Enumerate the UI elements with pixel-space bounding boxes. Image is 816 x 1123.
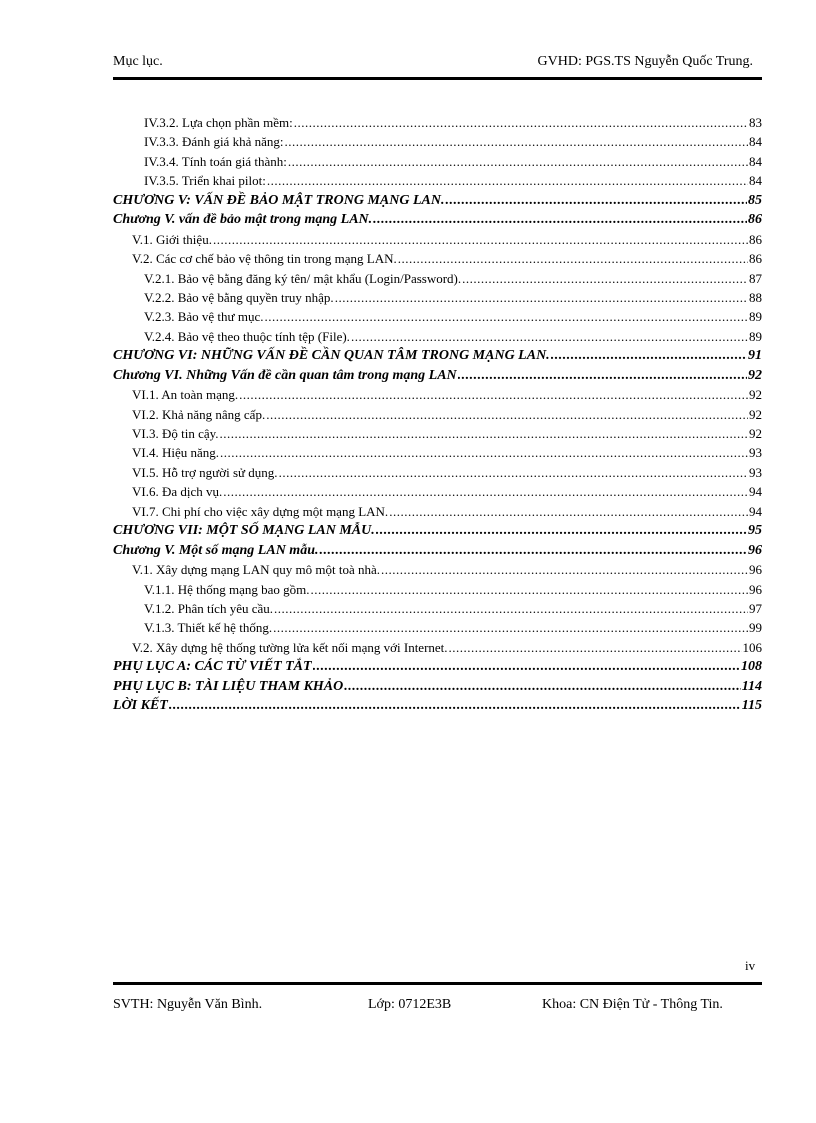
toc-entry-title: VI.1. An toàn mạng. [132, 387, 239, 403]
toc-dot-leader [288, 152, 748, 171]
toc-entry[interactable] [113, 327, 762, 346]
toc-entry[interactable] [113, 210, 762, 229]
toc-dot-leader [462, 269, 748, 288]
toc-dot-leader [551, 346, 747, 365]
toc-dot-leader [313, 657, 740, 676]
toc-entry-title: V.1.1. Hệ thống mạng bao gồm. [144, 581, 310, 597]
toc-entry-title: VI.7. Chi phí cho việc xây dựng một mạng LAN. [132, 503, 389, 519]
page-header [113, 53, 753, 71]
toc-entry-title: VI.5. Hỗ trợ người sử dụng. [132, 464, 278, 480]
toc-entry[interactable] [113, 599, 762, 618]
toc-entry-title: V.2. Xây dựng hệ thống tường lửa kết nối mạng với Internet. [132, 639, 448, 655]
toc-entry-title: V.2. Các cơ chế bảo vệ thông tin trong mạng LAN. [132, 251, 397, 267]
toc-entry[interactable] [113, 580, 762, 599]
toc-dot-leader [335, 288, 748, 307]
toc-dot-leader [449, 638, 742, 657]
toc-dot-leader [373, 210, 747, 229]
toc-entry-title: Chương V. Một số mạng LAN mẫu. [113, 542, 319, 558]
toc-entry-title: V.2.1. Bảo vệ bằng đăng ký tên/ mật khẩu (Login/Password). [144, 270, 462, 286]
toc-entry-page: 84 [749, 173, 762, 189]
toc-entry-title: IV.3.5. Triển khai pilot: [144, 173, 266, 189]
toc-entry[interactable] [113, 230, 762, 249]
toc-dot-leader [398, 249, 748, 268]
toc-entry[interactable] [113, 521, 762, 540]
toc-dot-leader [220, 443, 748, 462]
toc-dot-leader [294, 113, 748, 132]
toc-entry[interactable] [113, 618, 762, 637]
footer-class: Lớp: 0712E3B [368, 997, 452, 1012]
toc-entry-title: V.2.4. Bảo vệ theo thuộc tính tệp (File). [144, 328, 350, 344]
toc-entry-title: VI.2. Khả năng nâng cấp. [132, 406, 266, 422]
toc-dot-leader [376, 521, 747, 540]
toc-entry-page: 93 [749, 464, 762, 480]
toc-entry-page: 86 [749, 251, 762, 267]
toc-dot-leader [445, 191, 747, 210]
toc-entry-title: Chương VI. Những Vấn đề cần quan tâm trong mạng LAN [113, 367, 457, 383]
toc-entry-page: 89 [749, 309, 762, 325]
toc-entry-page: 115 [741, 698, 762, 714]
toc-entry[interactable] [113, 307, 762, 326]
toc-entry-title: Chương V. vấn đề bảo mật trong mạng LAN. [113, 212, 373, 228]
toc-entry[interactable] [113, 366, 762, 385]
toc-dot-leader [389, 502, 748, 521]
toc-dot-leader [220, 424, 748, 443]
toc-entry[interactable] [113, 677, 762, 696]
toc-dot-leader [311, 580, 749, 599]
toc-entry-title: V.1. Giới thiệu. [132, 231, 212, 247]
table-of-contents [113, 113, 762, 716]
toc-dot-leader [344, 677, 741, 696]
page-number: iv [745, 958, 756, 973]
toc-entry[interactable] [113, 249, 762, 268]
toc-entry[interactable] [113, 482, 762, 501]
header-rule [113, 77, 762, 80]
toc-dot-leader [279, 463, 748, 482]
toc-entry-page: 85 [748, 192, 762, 208]
toc-entry[interactable] [113, 346, 762, 365]
toc-entry-page: 86 [748, 212, 762, 228]
toc-dot-leader [273, 618, 748, 637]
toc-entry-page: 94 [749, 484, 762, 500]
toc-entry-page: 91 [748, 348, 762, 364]
toc-entry-page: 84 [749, 153, 762, 169]
footer-department: Khoa: CN Điện Tử - Thông Tin. [542, 997, 723, 1012]
toc-entry-title: IV.3.3. Đánh giá khả năng: [144, 134, 284, 150]
toc-entry-title: CHƯƠNG VII: MỘT SỐ MẠNG LAN MẪU. [113, 523, 375, 539]
toc-entry-title: IV.3.4. Tính toán giá thành: [144, 153, 287, 169]
toc-entry-page: 96 [749, 581, 762, 597]
toc-dot-leader [169, 696, 741, 715]
header-advisor: GVHD: PGS.TS Nguyễn Quốc Trung. [537, 54, 753, 69]
toc-entry-title: PHỤ LỤC B: TÀI LIỆU THAM KHẢO [113, 678, 344, 694]
toc-entry-page: 87 [749, 270, 762, 286]
toc-entry-page: 94 [749, 503, 762, 519]
toc-entry[interactable] [113, 152, 762, 171]
toc-dot-leader [381, 560, 748, 579]
toc-entry-title: V.2.3. Bảo vệ thư mục. [144, 309, 264, 325]
toc-entry-title: CHƯƠNG V: VẤN ĐỀ BẢO MẬT TRONG MẠNG LAN. [113, 192, 445, 208]
toc-dot-leader [351, 327, 748, 346]
toc-entry-page: 106 [742, 639, 762, 655]
toc-dot-leader [213, 230, 748, 249]
toc-dot-leader [223, 482, 748, 501]
toc-entry-title: V.1.2. Phân tích yêu cầu. [144, 600, 274, 616]
toc-dot-leader [274, 599, 748, 618]
toc-entry-page: 108 [741, 659, 762, 675]
toc-entry[interactable] [113, 269, 762, 288]
toc-entry[interactable] [113, 191, 762, 210]
toc-entry-page: 92 [749, 426, 762, 441]
toc-dot-leader [319, 541, 747, 560]
toc-entry[interactable] [113, 385, 762, 404]
toc-dot-leader [239, 385, 748, 404]
toc-entry-title: VI.3. Độ tin cậy. [132, 426, 219, 441]
toc-entry[interactable] [113, 424, 762, 443]
toc-entry-title: V.1. Xây dựng mạng LAN quy mô một toà nhà. [132, 562, 381, 578]
toc-entry[interactable] [113, 502, 762, 521]
toc-entry-page: 99 [749, 620, 762, 636]
toc-entry[interactable] [113, 541, 762, 560]
toc-entry-page: 114 [741, 678, 762, 694]
toc-entry[interactable] [113, 113, 762, 132]
toc-entry[interactable] [113, 405, 762, 424]
toc-entry-page: 92 [749, 387, 762, 403]
toc-entry[interactable] [113, 638, 762, 657]
toc-entry-title: CHƯƠNG VI: NHỮNG VẤN ĐỀ CẦN QUAN TÂM TRONG MẠNG LAN. [113, 348, 550, 364]
toc-dot-leader [264, 307, 748, 326]
toc-dot-leader [266, 405, 748, 424]
toc-entry-title: V.1.3. Thiết kế hệ thống. [144, 620, 273, 636]
toc-entry-page: 93 [749, 445, 762, 461]
toc-entry-title: IV.3.2. Lựa chọn phần mềm: [144, 115, 293, 130]
toc-entry[interactable] [113, 560, 762, 579]
toc-entry-title: VI.6. Đa dịch vụ. [132, 484, 223, 500]
toc-dot-leader [267, 171, 748, 190]
toc-entry-title: PHỤ LỤC A: CÁC TỪ VIẾT TẮT [113, 659, 312, 675]
footer-rule [113, 982, 762, 985]
toc-entry-title: LỜI KẾT [113, 698, 168, 714]
toc-dot-leader [284, 132, 748, 151]
toc-entry-title: V.2.2. Bảo vệ bằng quyền truy nhập. [144, 289, 334, 305]
toc-entry[interactable] [113, 463, 762, 482]
toc-entry[interactable] [113, 288, 762, 307]
toc-entry-page: 83 [749, 115, 762, 130]
toc-entry[interactable] [113, 171, 762, 190]
toc-entry-title: VI.4. Hiệu năng. [132, 445, 220, 461]
toc-entry-page: 96 [748, 542, 762, 558]
toc-entry-page: 97 [749, 600, 762, 616]
toc-entry[interactable] [113, 696, 762, 715]
toc-entry-page: 86 [749, 231, 762, 247]
toc-entry[interactable] [113, 132, 762, 151]
toc-entry[interactable] [113, 443, 762, 462]
toc-entry-page: 92 [749, 406, 762, 422]
toc-entry-page: 96 [749, 562, 762, 578]
toc-dot-leader [458, 366, 747, 385]
toc-entry-page: 88 [749, 289, 762, 305]
header-section-title: Mục lục. [113, 54, 163, 69]
toc-entry-page: 92 [748, 367, 762, 383]
toc-entry[interactable] [113, 657, 762, 676]
toc-entry-page: 89 [749, 328, 762, 344]
toc-entry-page: 95 [748, 523, 762, 539]
toc-entry-page: 84 [749, 134, 762, 150]
footer-student: SVTH: Nguyễn Văn Bình. [113, 997, 263, 1012]
